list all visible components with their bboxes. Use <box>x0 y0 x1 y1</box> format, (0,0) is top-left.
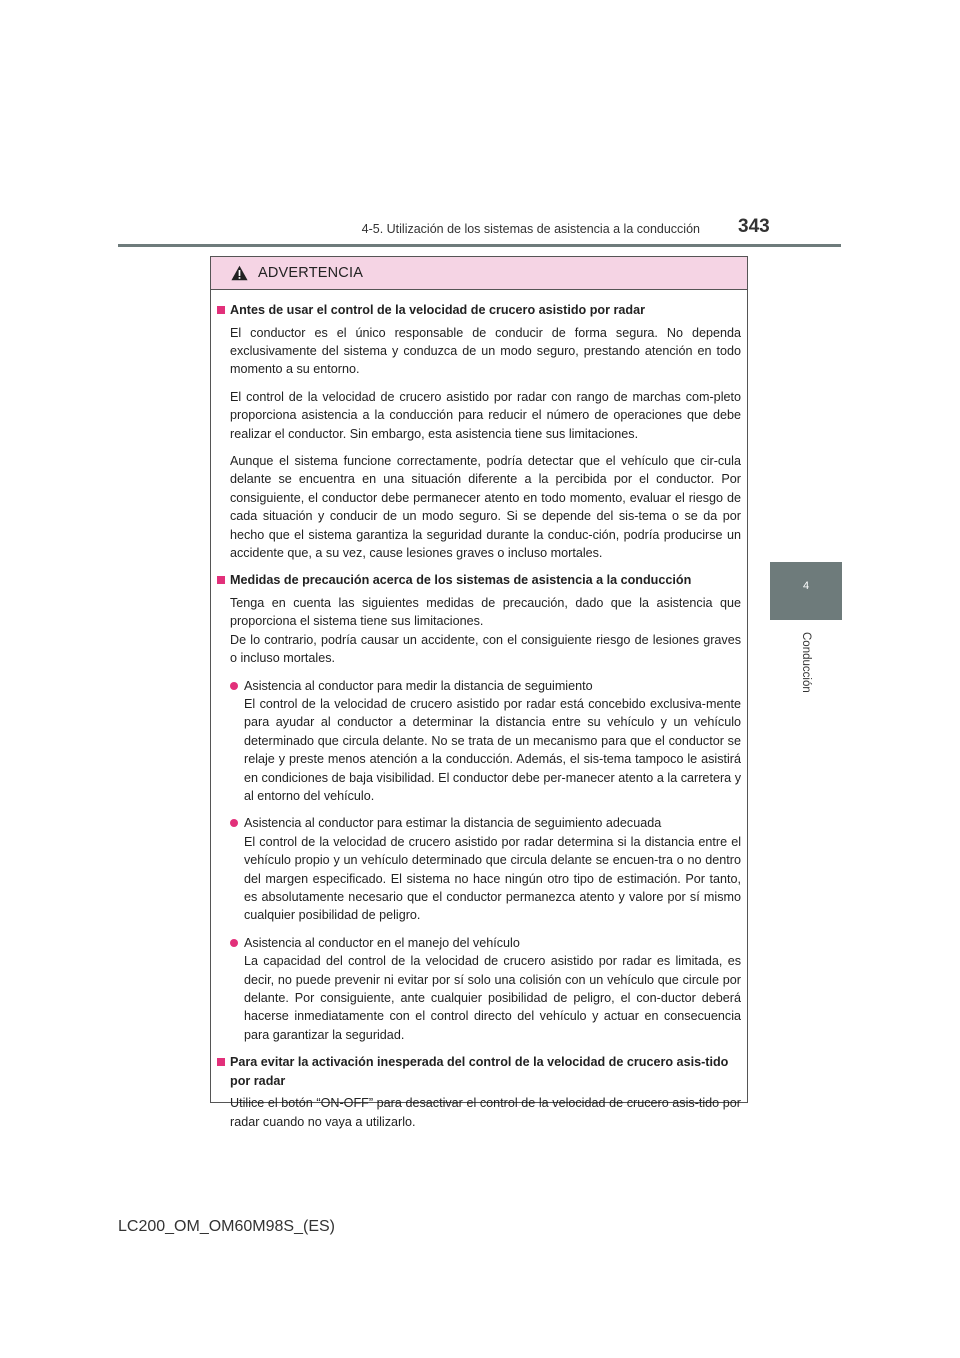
list-item-title: Asistencia al conductor para medir la distancia de seguimiento <box>244 678 593 693</box>
chapter-label: Conducción <box>800 632 812 693</box>
warning-body <box>211 290 747 1131</box>
manual-code: LC200_OM_OM60M98S_(ES) <box>118 1218 335 1235</box>
list-item-title: Asistencia al conductor en el manejo del vehículo <box>244 935 520 950</box>
paragraph: Tenga en cuenta las siguientes medidas de precaución, dado que la asistencia que proporciona el sistema tiene sus limitaciones. <box>230 595 741 629</box>
warning-section-before-use <box>217 301 741 562</box>
warning-title: ADVERTENCIA <box>258 265 364 281</box>
round-bullet-icon <box>230 682 238 690</box>
paragraph: Aunque el sistema funcione correctamente, podría detectar que el vehículo que cir-cula delante se encuentra en una situación diferente a la percibida por el conductor. Por consiguiente, el conductor debe permanecer atento en todo momento, evaluar el riesgo de cada situación y conducir de un modo seguro. Si se depende del sis-tema o se da por hecho que el sistema garantiza la seguridad durante la conduc-ción, podría producirse un accidente que, a su vez, cause lesiones graves o incluso mortales. <box>230 453 741 560</box>
header-section-title: 4-5. Utilización de los sistemas de asistencia a la conducción <box>361 222 700 236</box>
paragraph: El conductor es el único responsable de conducir de forma segura. No dependa exclusivamente del sistema y conduzca de un modo seguro, prestando atención en todo momento a su entorno. <box>230 325 741 377</box>
section-heading-text: Para evitar la activación inesperada del control de la velocidad de crucero asis-tido por radar <box>230 1055 729 1088</box>
round-bullet-icon <box>230 939 238 947</box>
warning-header <box>211 257 747 290</box>
chapter-tab <box>770 562 842 620</box>
section-heading <box>217 571 741 590</box>
square-bullet-icon <box>217 306 225 314</box>
paragraph: Utilice el botón “ON-OFF” para desactivar el control de la velocidad de crucero asis-tido por radar cuando no vaya a utilizarlo. <box>230 1096 741 1129</box>
warning-box <box>210 256 748 1129</box>
header-divider <box>118 244 841 247</box>
square-bullet-icon <box>217 576 225 584</box>
list-item <box>230 934 741 1044</box>
list-item <box>230 677 741 806</box>
page-number: 343 <box>738 216 770 237</box>
warning-triangle-icon <box>231 265 248 281</box>
list-item-title: Asistencia al conductor para estimar la distancia de seguimiento adecuada <box>244 816 662 831</box>
list-item <box>230 814 741 924</box>
list-item-text: La capacidad del control de la velocidad de crucero asistido por radar es limitada, es decir, no puede prevenir ni evitar por sí solo una colisión con un vehículo que circule por delante. Por consiguiente, ante cualquier posibilidad de peligro, el con-ductor deberá hacerse inmediatamente con el control directo del vehículo y actuar en consecuencia para garantizar la seguridad. <box>244 954 741 1042</box>
warning-section-prevent-activation <box>217 1053 741 1131</box>
list-item-text: El control de la velocidad de crucero asistido por radar determina si la distancia entre el vehículo propio y un vehículo determinado que circula delante se encuen-tra o no dentro del margen especificado. El sistema no hace ningún otro tipo de estimación. Por tanto, es absolutamente necesario que el conductor permanezca atento y valore por sí mismo cualquier posibilidad de peligro. <box>244 834 741 923</box>
section-heading-text: Antes de usar el control de la velocidad de crucero asistido por radar <box>230 303 646 317</box>
list-item-text: El control de la velocidad de crucero asistido por radar está concebido exclusiva-mente para ayudar al conductor a determinar la distancia entre su vehículo y un vehículo determinado que circula delante. No se trata de un mecanismo para que el conductor se relaje y preste menos atención a la conducción. Además, el sis-tema tampoco le asistirá en condiciones de baja visibilidad. El conductor debe per-manecer atento a la carretera y al entorno del vehículo. <box>244 696 741 803</box>
square-bullet-icon <box>217 1058 225 1066</box>
paragraph: El control de la velocidad de crucero asistido por radar con rango de marchas com-pleto proporciona asistencia a la conducción para reducir el número de operaciones que debe realizar el conductor. Sin embargo, esta asistencia tiene sus limitaciones. <box>230 389 741 441</box>
chapter-number: 4 <box>802 580 810 592</box>
warning-section-precautions <box>217 571 741 1044</box>
section-heading <box>217 301 741 320</box>
paragraph: De lo contrario, podría causar un accidente, con el consiguiente riesgo de lesiones graves o incluso mortales. <box>230 632 741 666</box>
section-heading <box>217 1053 741 1090</box>
section-heading-text: Medidas de precaución acerca de los sistemas de asistencia a la conducción <box>230 573 692 588</box>
round-bullet-icon <box>230 819 238 827</box>
